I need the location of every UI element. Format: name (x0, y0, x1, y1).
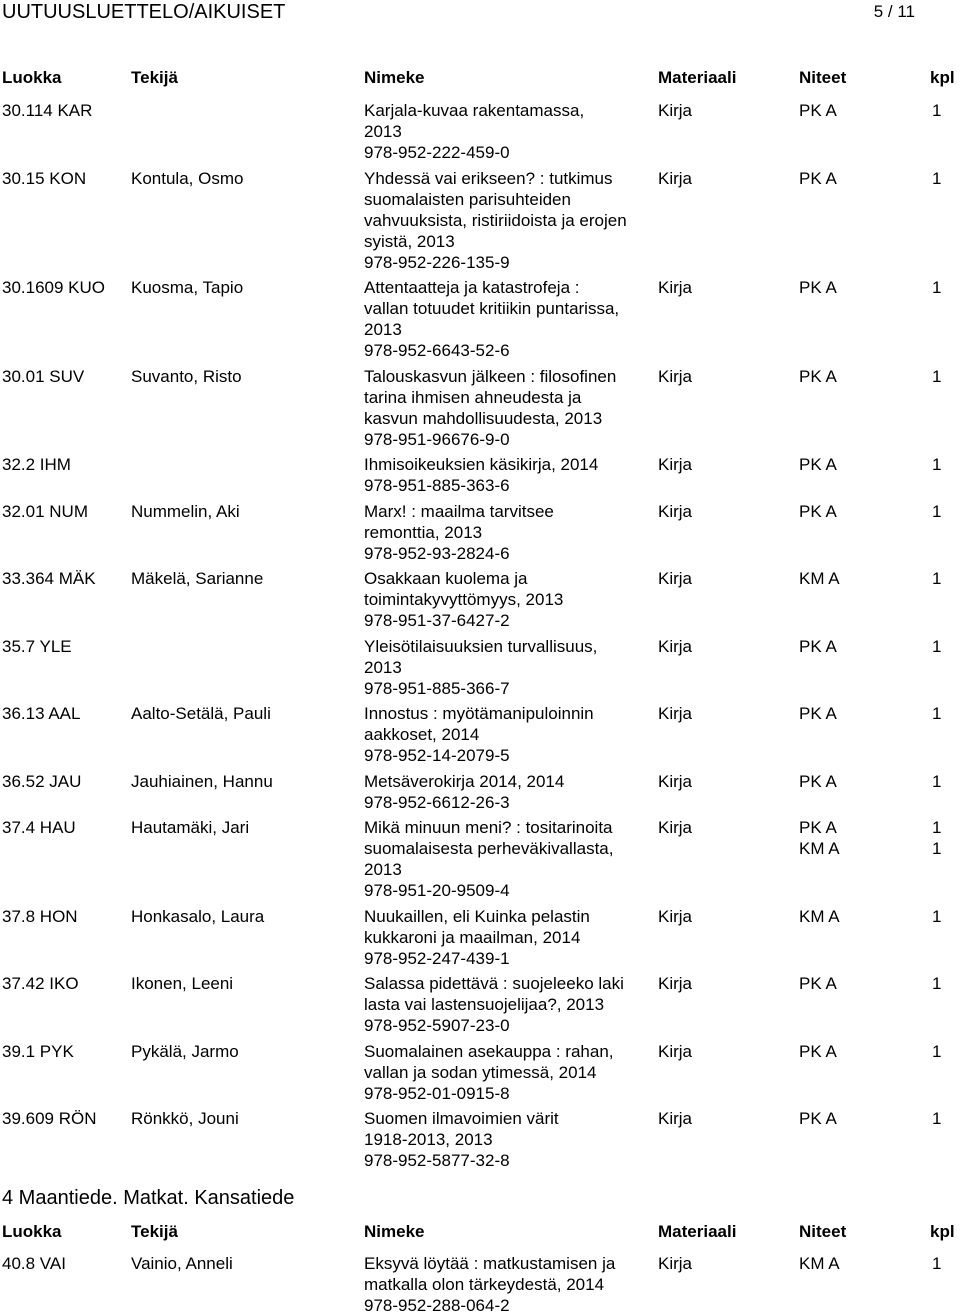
row-material: Kirja (658, 101, 693, 120)
row-title (364, 817, 656, 901)
row-title (364, 973, 656, 1036)
row-material: Kirja (658, 771, 693, 791)
row-title-line: Talouskasvun jälkeen : filosofinen (364, 366, 617, 386)
row-author: Kuosma, Tapio (131, 278, 244, 297)
row-title-line: kukkaroni ja maailman, 2014 (364, 927, 581, 947)
row-title (364, 636, 656, 699)
row-title-line: Eksyvä löytää : matkustamisen ja (364, 1253, 616, 1273)
row-title-line: kasvun mahdollisuudesta, 2013 (364, 408, 603, 428)
row-title-line: Suomalainen asekauppa : rahan, (364, 1041, 614, 1061)
col-header-kpl: kpl (930, 68, 955, 87)
row-title-line: Ihmisoikeuksien käsikirja, 2014 (364, 455, 599, 474)
col-header-niteet: Niteet (799, 68, 847, 87)
row-title-line: suomalaisesta perheväkivallasta, (364, 839, 614, 858)
row-title-line: Nuukaillen, eli Kuinka pelastin (364, 906, 590, 926)
row-title-line: vahvuuksista, ristiriidoista ja erojen (364, 210, 627, 230)
row-material: Kirja (658, 704, 693, 723)
row-title-line: Yhdessä vai erikseen? : tutkimus (364, 168, 613, 188)
row-title-line: suomalaisten parisuhteiden (364, 189, 571, 209)
row-author: Kontula, Osmo (131, 168, 244, 188)
row-title (364, 703, 656, 766)
row-author: Rönkkö, Jouni (131, 1109, 239, 1128)
row-title (364, 454, 656, 496)
row-classification: 32.01 NUM (2, 501, 88, 521)
row-isbn: 978-952-01-0915-8 (364, 1083, 510, 1103)
row-isbn: 978-952-247-439-1 (364, 948, 510, 968)
row-copy-count: 1 (932, 101, 942, 120)
row-title-line: Mikä minuun meni? : tositarinoita (364, 818, 613, 837)
row-copy-count: 1 (932, 1253, 942, 1273)
row-isbn: 978-952-6643-52-6 (364, 341, 510, 360)
row-author: Ikonen, Leeni (131, 974, 234, 993)
section2-col-header-tekija: Tekijä (131, 1221, 178, 1241)
row-isbn: 978-951-20-9509-4 (364, 881, 510, 900)
row-author: Nummelin, Aki (131, 501, 240, 521)
row-title-line: aakkoset, 2014 (364, 725, 480, 744)
row-classification: 35.7 YLE (2, 636, 72, 656)
row-material: Kirja (658, 1253, 693, 1273)
row-classification: 36.13 AAL (2, 704, 81, 723)
section2-col-header-materiaali: Materiaali (658, 1221, 737, 1241)
row-title (364, 100, 656, 163)
row-isbn: 978-952-226-135-9 (364, 252, 510, 272)
row-copy-count: 1 (932, 501, 942, 521)
row-copy-count: 1 (932, 906, 942, 926)
row-title-line: 2013 (364, 657, 402, 677)
row-classification: 30.114 KAR (2, 101, 93, 120)
row-isbn: 978-952-5877-32-8 (364, 1151, 510, 1170)
row-isbn: 978-952-5907-23-0 (364, 1016, 510, 1035)
row-copy-location: PK A (799, 366, 837, 386)
row-title-line: 1918-2013, 2013 (364, 1130, 493, 1149)
row-author: Pykälä, Jarmo (131, 1041, 239, 1061)
row-material: Kirja (658, 569, 693, 588)
row-copy-location: PK A (799, 278, 837, 297)
row-copy-count: 1 (932, 1041, 942, 1061)
row-copy-location: KM A (799, 1253, 840, 1273)
row-classification: 37.8 HON (2, 906, 78, 926)
row-copy-count: 1 (932, 974, 942, 993)
row-copy-count: 1 (932, 366, 942, 386)
row-title (364, 771, 656, 813)
row-material: Kirja (658, 1041, 693, 1061)
row-classification: 30.15 KON (2, 168, 87, 188)
row-material: Kirja (658, 818, 693, 837)
row-isbn: 978-951-96676-9-0 (364, 429, 510, 449)
row-isbn: 978-951-37-6427-2 (364, 611, 510, 630)
row-title-line: Metsäverokirja 2014, 2014 (364, 771, 565, 791)
row-copy-location: KM A (799, 906, 840, 926)
row-material: Kirja (658, 366, 693, 386)
row-title-line: Attentaatteja ja katastrofeja : (364, 278, 580, 297)
row-material: Kirja (658, 906, 693, 926)
row-title-line: 2013 (364, 860, 402, 879)
row-title-line: Osakkaan kuolema ja (364, 569, 528, 588)
row-author: Honkasalo, Laura (131, 906, 265, 926)
row-title-line: 2013 (364, 320, 402, 339)
row-copy-count: 1 (932, 1109, 942, 1128)
row-material: Kirja (658, 501, 693, 521)
row-classification: 39.609 RÖN (2, 1109, 97, 1128)
row-material: Kirja (658, 636, 693, 656)
row-title-line: Suomen ilmavoimien värit (364, 1109, 559, 1128)
row-copy-location: PK A (799, 771, 837, 791)
row-isbn: 978-951-885-366-7 (364, 678, 510, 698)
row-isbn: 978-952-14-2079-5 (364, 746, 510, 765)
row-title (364, 1253, 656, 1316)
row-title-line: lasta vai lastensuojelijaa?, 2013 (364, 995, 605, 1014)
row-copy-count: 1 (932, 818, 942, 837)
row-title-line: Salassa pidettävä : suojeleeko laki (364, 974, 624, 993)
row-title (364, 366, 656, 450)
row-title-line: tarina ihmisen ahneudesta ja (364, 387, 582, 407)
col-header-luokka: Luokka (2, 68, 62, 87)
row-author: Hautamäki, Jari (131, 818, 250, 837)
row-copy-location: KM A (799, 839, 840, 858)
row-copy-location: PK A (799, 101, 837, 120)
row-copy-location: PK A (799, 818, 837, 837)
row-material: Kirja (658, 168, 693, 188)
row-title (364, 906, 656, 969)
page-title: UUTUUSLUETTELO/AIKUISET (2, 1, 286, 23)
row-title-line: toimintakyvyttömyys, 2013 (364, 590, 564, 609)
section2-col-header-nimeke: Nimeke (364, 1221, 425, 1241)
row-copy-count: 1 (932, 704, 942, 723)
row-material: Kirja (658, 1109, 693, 1128)
row-title-line: vallan ja sodan ytimessä, 2014 (364, 1062, 597, 1082)
col-header-tekija: Tekijä (131, 68, 178, 87)
row-classification: 33.364 MÄK (2, 569, 96, 588)
row-classification: 39.1 PYK (2, 1041, 74, 1061)
row-copy-location: PK A (799, 501, 837, 521)
row-classification: 30.1609 KUO (2, 278, 106, 297)
row-author: Suvanto, Risto (131, 366, 242, 386)
row-title (364, 1108, 656, 1171)
row-classification: 30.01 SUV (2, 366, 85, 386)
row-classification: 37.42 IKO (2, 974, 79, 993)
row-material: Kirja (658, 455, 693, 474)
row-title (364, 1041, 656, 1104)
row-copy-location: PK A (799, 1109, 837, 1128)
row-isbn: 978-952-6612-26-3 (364, 792, 510, 812)
section2-col-header-kpl: kpl (930, 1221, 955, 1241)
row-classification: 40.8 VAI (2, 1253, 66, 1273)
row-title (364, 277, 656, 361)
row-isbn: 978-952-93-2824-6 (364, 543, 510, 563)
row-copy-location: PK A (799, 168, 837, 188)
row-title (364, 168, 656, 273)
row-classification: 32.2 IHM (2, 455, 71, 474)
row-copy-count: 1 (932, 278, 942, 297)
row-title-line: Innostus : myötämanipuloinnin (364, 704, 594, 723)
row-copy-location: PK A (799, 1041, 837, 1061)
row-title (364, 501, 656, 564)
row-classification: 36.52 JAU (2, 771, 82, 791)
row-author: Mäkelä, Sarianne (131, 569, 264, 588)
row-classification: 37.4 HAU (2, 818, 76, 837)
row-author: Jauhiainen, Hannu (131, 771, 273, 791)
row-material: Kirja (658, 278, 693, 297)
page-number: 5 / 11 (873, 2, 915, 21)
row-copy-count: 1 (932, 455, 942, 474)
row-isbn: 978-951-885-363-6 (364, 476, 510, 495)
row-copy-location: KM A (799, 569, 840, 588)
row-copy-count: 1 (932, 771, 942, 791)
row-title-line: Yleisötilaisuuksien turvallisuus, (364, 636, 598, 656)
col-header-nimeke: Nimeke (364, 68, 425, 87)
row-title-line: vallan totuudet kritiikin puntarissa, (364, 299, 620, 318)
row-isbn: 978-952-288-064-2 (364, 1295, 510, 1315)
row-isbn: 978-952-222-459-0 (364, 143, 510, 162)
row-title-line: matkalla olon tärkeydestä, 2014 (364, 1274, 605, 1294)
row-material: Kirja (658, 974, 693, 993)
col-header-materiaali: Materiaali (658, 68, 737, 87)
row-title-line: syistä, 2013 (364, 231, 455, 251)
section2-col-header-luokka: Luokka (2, 1221, 62, 1241)
section-title: 4 Maantiede. Matkat. Kansatiede (2, 1186, 295, 1209)
row-copy-location: PK A (799, 704, 837, 723)
row-copy-count: 1 (932, 839, 942, 858)
row-author: Aalto-Setälä, Pauli (131, 704, 271, 723)
row-copy-location: PK A (799, 974, 837, 993)
row-copy-count: 1 (932, 168, 942, 188)
row-copy-location: PK A (799, 636, 837, 656)
row-author: Vainio, Anneli (131, 1253, 233, 1273)
row-title (364, 568, 656, 631)
row-copy-location: PK A (799, 455, 837, 474)
row-title-line: Karjala-kuvaa rakentamassa, (364, 101, 585, 120)
row-copy-count: 1 (932, 636, 942, 656)
row-copy-count: 1 (932, 569, 942, 588)
row-title-line: Marx! : maailma tarvitsee (364, 501, 554, 521)
section2-col-header-niteet: Niteet (799, 1221, 847, 1241)
row-title-line: remonttia, 2013 (364, 522, 483, 542)
row-title-line: 2013 (364, 122, 402, 141)
